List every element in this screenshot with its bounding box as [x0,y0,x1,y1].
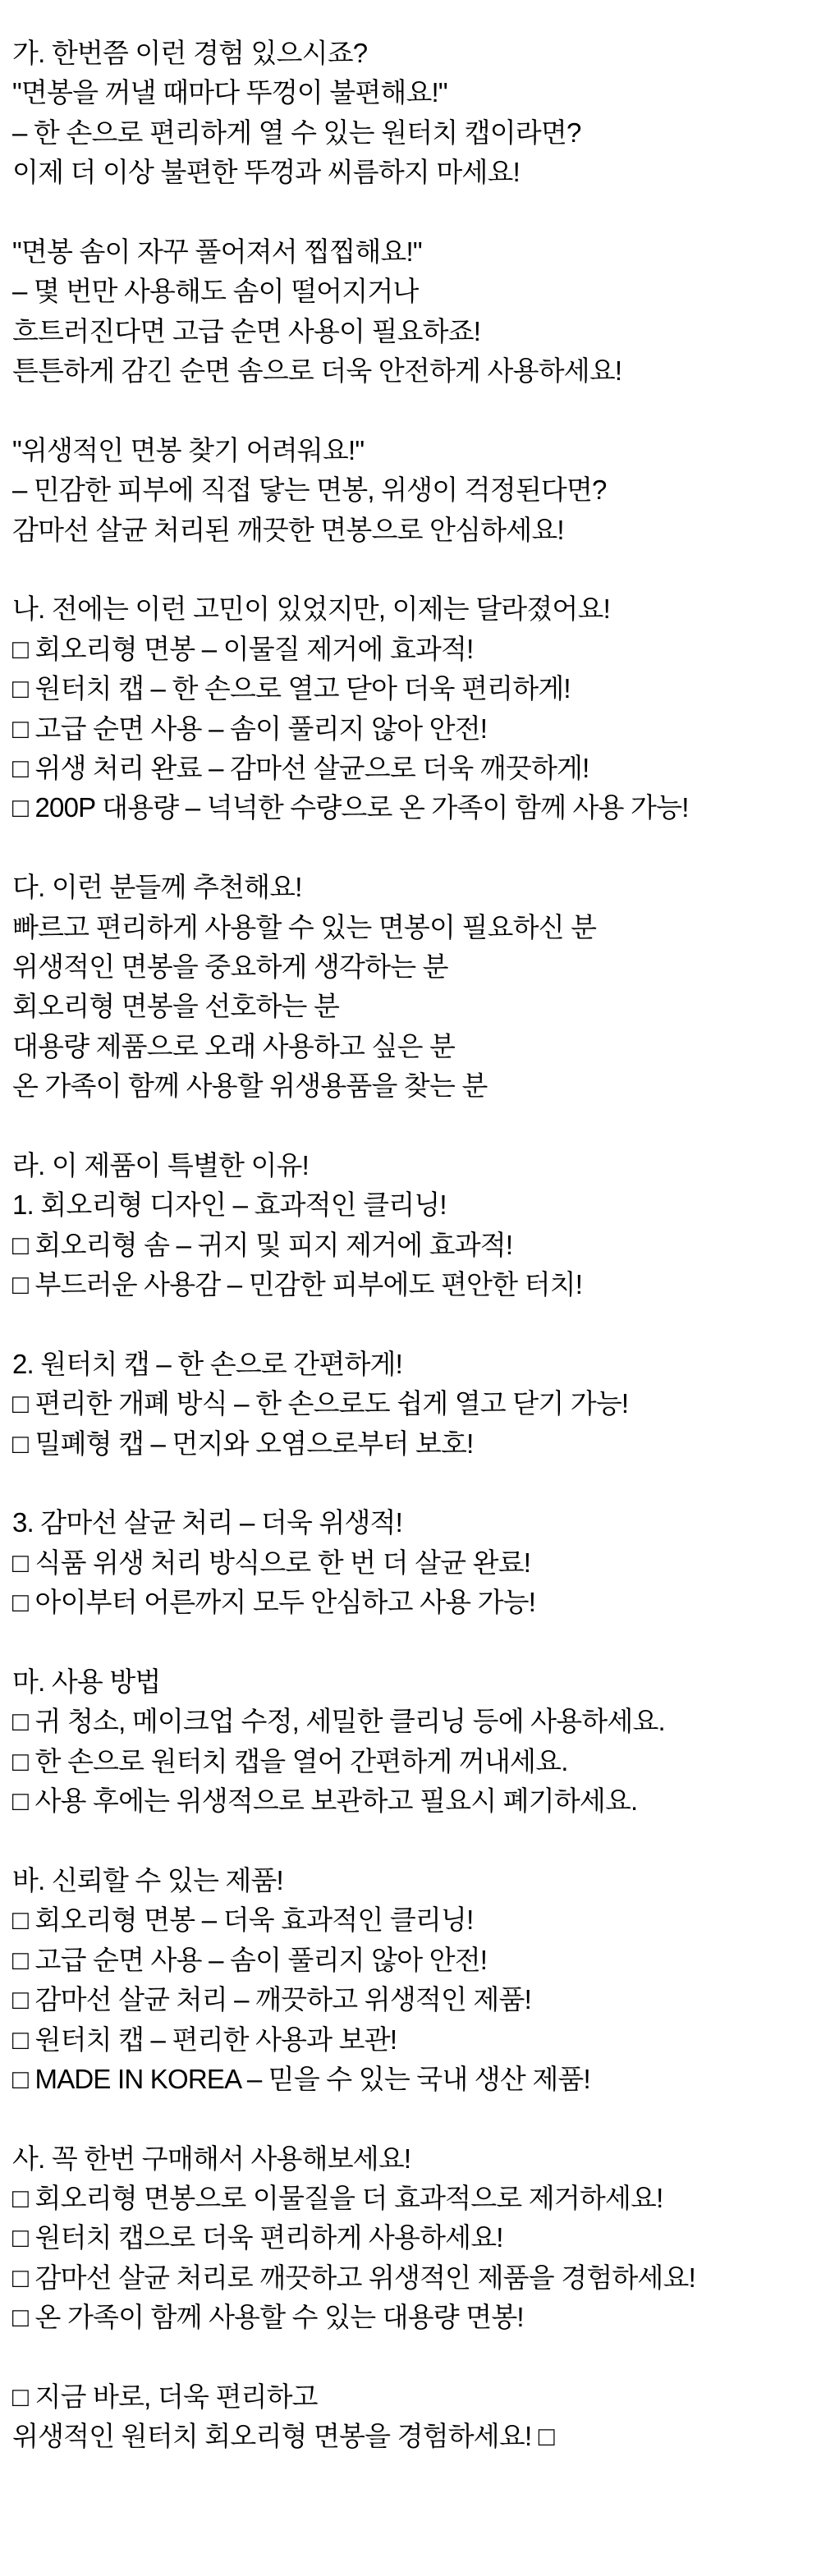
text-line: □ 밀폐형 캡 – 먼지와 오염으로부터 보호! [12,1428,474,1459]
text-line: □ 지금 바로, 더욱 편리하고 [12,2381,318,2413]
paragraph [12,1503,813,1622]
text-line: 라. 이 제품이 특별한 이유! [12,1149,309,1180]
text-line: 나. 전에는 이런 고민이 있었지만, 이제는 달라졌어요! [12,594,610,625]
paragraph [12,2377,813,2457]
text-line: □ 200P 대용량 – 넉넉한 수량으로 온 가족이 함께 사용 가능! [12,792,689,823]
text-line: □ 회오리형 솜 – 귀지 및 피지 제거에 효과적! [12,1229,513,1260]
text-line: – 한 손으로 편리하게 열 수 있는 원터치 캡이라면? [12,117,581,148]
text-line: 사. 꼭 한번 구매해서 사용해보세요! [12,2143,411,2174]
text-line: 튼튼하게 감긴 순면 솜으로 더욱 안전하게 사용하세요! [12,355,622,387]
paragraph [12,34,813,193]
paragraph [12,1662,813,1822]
text-line: 위생적인 원터치 회오리형 면봉을 경험하세요! □ [12,2421,554,2452]
text-line: □ 회오리형 면봉 – 이물질 제거에 효과적! [12,633,474,664]
text-line: 바. 신뢰할 수 있는 제품! [12,1864,283,1895]
text-line: 이제 더 이상 불편한 뚜껑과 씨름하지 마세요! [12,157,520,188]
text-line: □ 감마선 살균 처리 – 깨끗하고 위생적인 제품! [12,1984,531,2015]
text-line: 빠르고 편리하게 사용할 수 있는 면봉이 필요하신 분 [12,911,597,942]
text-line: "면봉을 꺼낼 때마다 뚜껑이 불편해요!" [12,77,447,108]
text-line: 다. 이런 분들께 추천해요! [12,872,302,903]
paragraph [12,589,813,827]
text-line: – 민감한 피부에 직접 닿는 면봉, 위생이 걱정된다면? [12,474,607,506]
text-line: □ MADE IN KOREA – 믿을 수 있는 국내 생산 제품! [12,2063,590,2094]
text-line: □ 부드러운 사용감 – 민감한 피부에도 편안한 터치! [12,1269,583,1300]
paragraph [12,1861,813,2099]
text-line: □ 식품 위생 처리 방식으로 한 번 더 살균 완료! [12,1547,531,1578]
text-line: 2. 원터치 캡 – 한 손으로 간편하게! [12,1348,402,1379]
text-line: 회오리형 면봉을 선호하는 분 [12,991,340,1022]
paragraph [12,1345,813,1464]
text-line: □ 위생 처리 완료 – 감마선 살균으로 더욱 깨끗하게! [12,753,589,784]
paragraph [12,2139,813,2338]
text-line: 흐트러진다면 고급 순면 사용이 필요하죠! [12,315,481,346]
paragraph [12,1146,813,1305]
text-line: □ 회오리형 면봉으로 이물질을 더 효과적으로 제거하세요! [12,2183,663,2214]
text-line: □ 회오리형 면봉 – 더욱 효과적인 클리닝! [12,1904,474,1936]
text-line: 1. 회오리형 디자인 – 효과적인 클리닝! [12,1189,447,1221]
text-line: □ 사용 후에는 위생적으로 보관하고 필요시 폐기하세요. [12,1785,638,1817]
text-line: □ 아이부터 어른까지 모두 안심하고 사용 가능! [12,1587,536,1618]
text-line: 대용량 제품으로 오래 사용하고 싶은 분 [12,1030,456,1061]
text-line: – 몇 번만 사용해도 솜이 떨어지거나 [12,276,419,307]
text-line: 가. 한번쯤 이런 경험 있으시죠? [12,38,368,68]
text-line: □ 원터치 캡 – 편리한 사용과 보관! [12,2024,397,2055]
text-line: □ 귀 청소, 메이크업 수정, 세밀한 클리닝 등에 사용하세요. [12,1706,665,1737]
text-line: □ 고급 순면 사용 – 솜이 풀리지 않아 안전! [12,713,488,744]
text-line: □ 감마선 살균 처리로 깨끗하고 위생적인 제품을 경험하세요! [12,2262,695,2293]
text-line: 감마선 살균 처리된 깨끗한 면봉으로 안심하세요! [12,514,564,545]
text-line: 3. 감마선 살균 처리 – 더욱 위생적! [12,1507,402,1538]
paragraph [12,868,813,1106]
text-line: 온 가족이 함께 사용할 위생용품을 찾는 분 [12,1070,488,1102]
text-line: 마. 사용 방법 [12,1666,161,1698]
text-line: □ 원터치 캡 – 한 손으로 열고 닫아 더욱 편리하게! [12,673,571,704]
text-line: □ 온 가족이 함께 사용할 수 있는 대용량 면봉! [12,2302,524,2333]
paragraph [12,232,813,392]
text-line: □ 한 손으로 원터치 캡을 열어 간편하게 꺼내세요. [12,1745,568,1776]
text-line: □ 편리한 개폐 방식 – 한 손으로도 쉽게 열고 닫기 가능! [12,1388,629,1419]
text-line: "면봉 솜이 자꾸 풀어져서 찝찝해요!" [12,236,422,267]
text-line: □ 원터치 캡으로 더욱 편리하게 사용하세요! [12,2222,503,2253]
text-line: 위생적인 면봉을 중요하게 생각하는 분 [12,951,448,982]
text-line: □ 고급 순면 사용 – 솜이 풀리지 않아 안전! [12,1944,488,1975]
text-line: "위생적인 면봉 찾기 어려워요!" [12,434,365,465]
paragraph [12,431,813,550]
